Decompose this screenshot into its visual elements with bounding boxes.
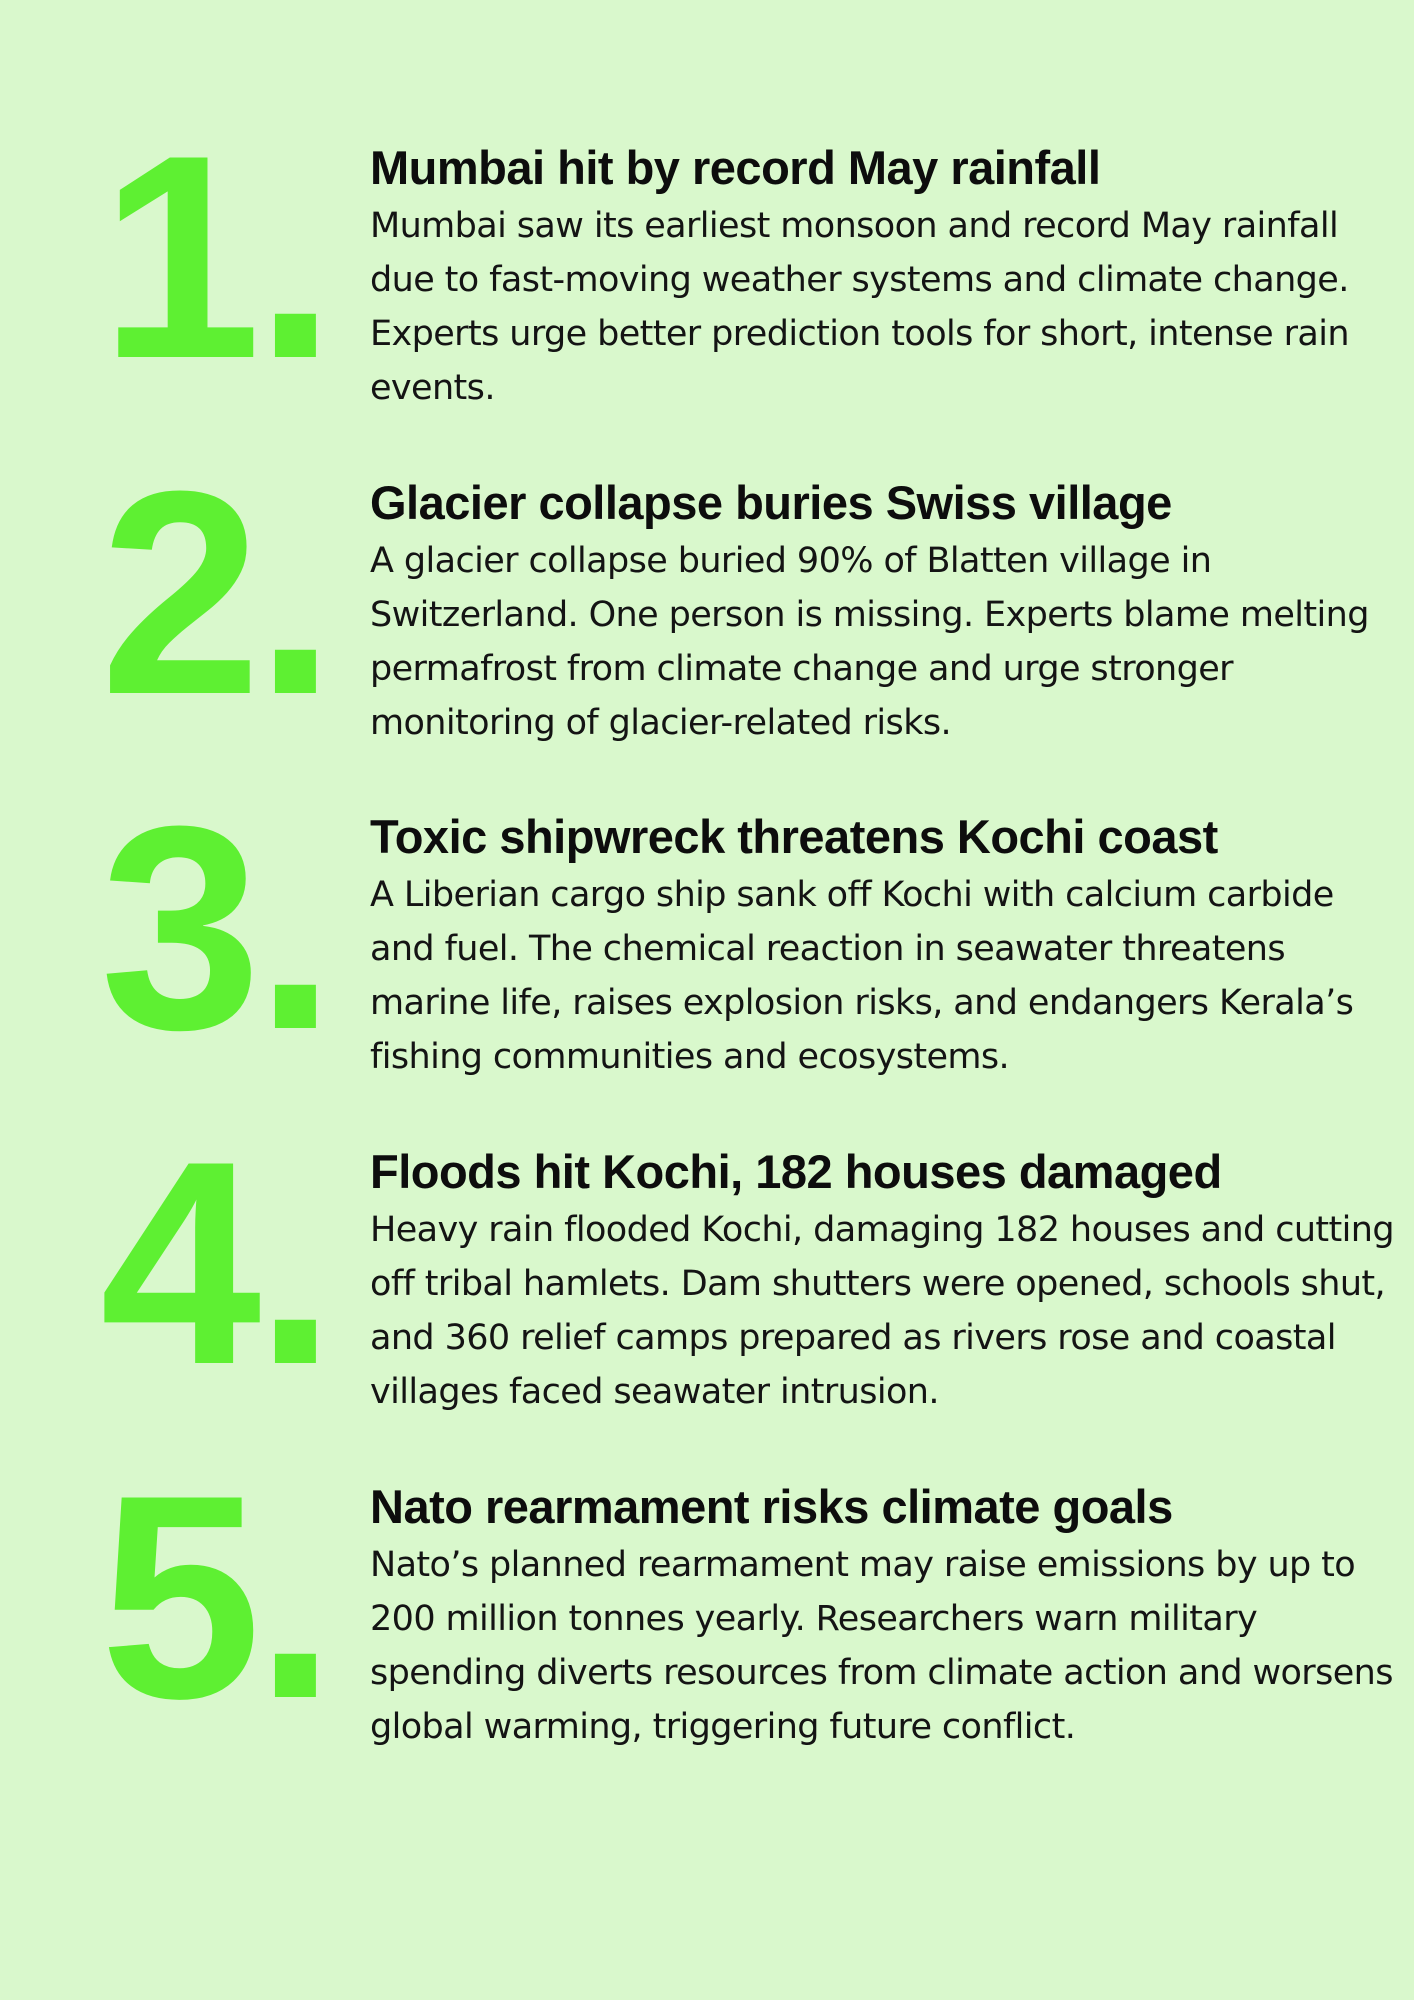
item-headline: Floods hit Kochi, 182 houses damaged xyxy=(370,1145,1222,1198)
item-number: 1. xyxy=(100,95,330,419)
item-headline: Glacier collapse buries Swiss village xyxy=(370,476,1172,529)
item-content xyxy=(370,806,1395,1084)
item-body: A glacier collapse buried 90% of Blatten village in Switzerland. One person is missing. Experts blame melting permafrost from climate change and urge stronger monitoring of glacier-related risks. xyxy=(370,541,1369,743)
item-content xyxy=(370,1476,1395,1754)
item-headline: Toxic shipwreck threatens Kochi coast xyxy=(370,810,1218,863)
item-number: 3. xyxy=(100,766,330,1090)
item-body: Heavy rain flooded Kochi, damaging 182 houses and cutting off tribal hamlets. Dam shutters were opened, schools shut, and 360 relief camps prepared as rivers rose and coastal villages faced seawater intrusion. xyxy=(370,1210,1394,1412)
item-body: A Liberian cargo ship sank off Kochi with calcium carbide and fuel. The chemical reaction in seawater threatens marine life, raises explosion risks, and endangers Kerala’s fishing communities and ecosystems. xyxy=(370,875,1354,1077)
item-number: 2. xyxy=(100,431,330,755)
item-headline: Nato rearmament risks climate goals xyxy=(370,1480,1173,1533)
item-body: Mumbai saw its earliest monsoon and record May rainfall due to fast-moving weather systems and climate change. Experts urge better prediction tools for short, intense rain events. xyxy=(370,206,1349,408)
item-number: 5. xyxy=(100,1435,330,1759)
item-content xyxy=(370,1141,1395,1419)
item-number: 4. xyxy=(100,1101,330,1425)
item-content xyxy=(370,472,1395,750)
item-body: Nato’s planned rearmament may raise emissions by up to 200 million tonnes yearly. Researchers warn military spending diverts resources from climate action and worsens global warming, triggering future conflict. xyxy=(370,1545,1393,1747)
item-content xyxy=(370,137,1395,415)
item-headline: Mumbai hit by record May rainfall xyxy=(370,141,1101,194)
